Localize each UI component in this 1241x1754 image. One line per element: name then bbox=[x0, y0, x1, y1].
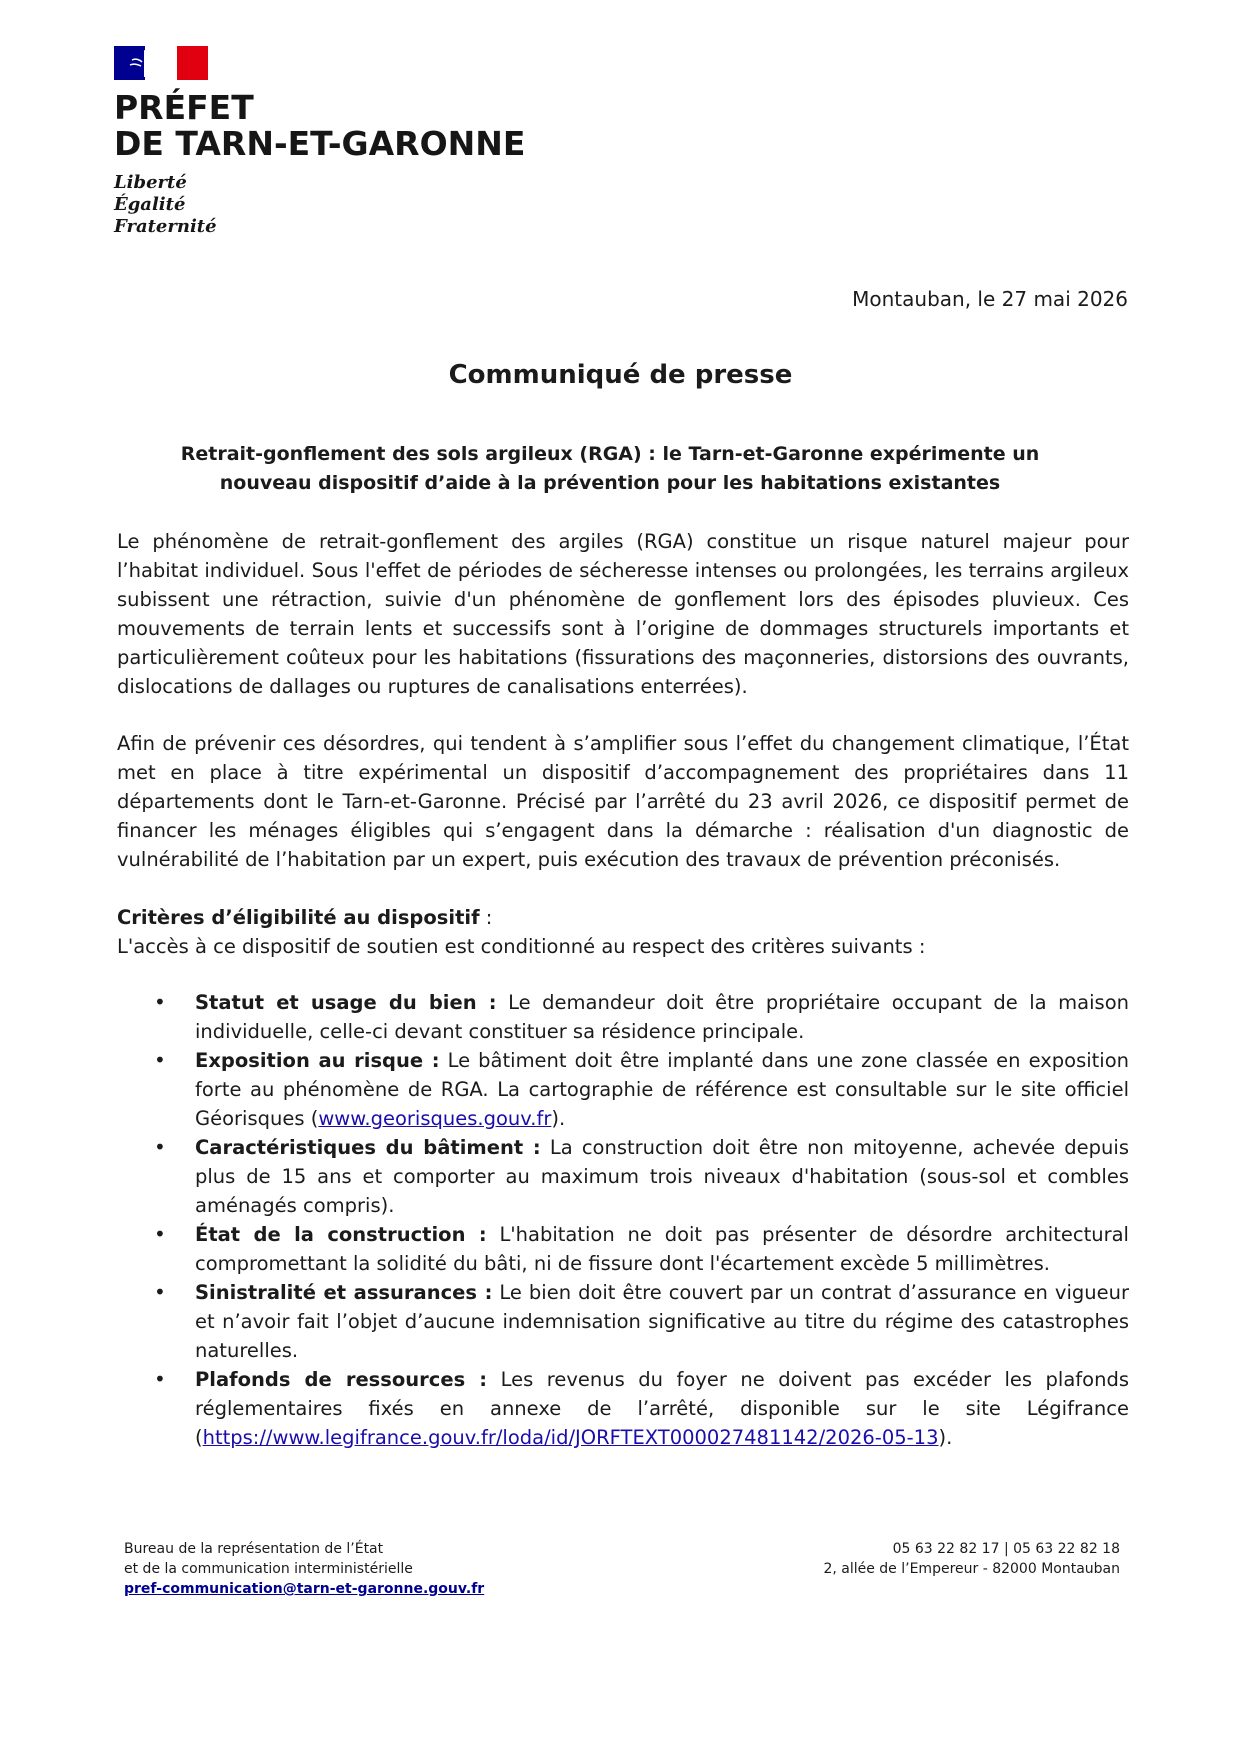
footer-contact-office bbox=[124, 1539, 484, 1599]
criteria-item-label: Statut et usage du bien : bbox=[195, 991, 497, 1014]
paragraph-context: Afin de prévenir ces désordres, qui tendent à s’amplifier sous l’effet du changement climatique, l’État met en place à titre expérimental un dispositif d’accompagnement des propriétaires dans 11 départements dont le Tarn-et-Garonne. Précisé par l’arrêté du 23 avril 2026, ce dispositif permet de financer les ménages éligibles qui s’engagent dans la démarche : réalisation d'un diagnostic de vulnérabilité de l’habitation par un expert, puis exécution des travaux de prévention préconisés. bbox=[117, 732, 1129, 871]
criteria-item-label: Plafonds de ressources : bbox=[195, 1368, 488, 1391]
criteria-item-label: Exposition au risque : bbox=[195, 1049, 440, 1072]
marianne-profile-icon bbox=[114, 46, 208, 80]
bullet-icon: • bbox=[154, 1048, 166, 1072]
criteria-item bbox=[117, 1365, 1129, 1452]
criteria-item bbox=[117, 988, 1129, 1046]
legifrance-link[interactable]: https://www.legifrance.gouv.fr/loda/id/JORFTEXT000027481142/2026-05-13 bbox=[202, 1426, 939, 1449]
footer-contact-details bbox=[823, 1539, 1120, 1579]
motto-liberte: Liberté bbox=[114, 172, 187, 193]
criteria-item-text: L'habitation ne doit pas présenter de désordre architectural compromettant la solidité du bâti, ni de fissure dont l'écartement excède 5 millimètres. bbox=[195, 1223, 1129, 1275]
criteria-intro: L'accès à ce dispositif de soutien est conditionné au respect des critères suivants : bbox=[117, 935, 926, 958]
criteria-item-text: Les revenus du foyer ne doivent pas excéder les plafonds réglementaires fixés en annexe de l’arrêté, disponible sur le site Légifrance ( bbox=[195, 1368, 1129, 1449]
republic-motto bbox=[114, 172, 525, 238]
document-subject: Retrait-gonflement des sols argileux (RGA) : le Tarn-et-Garonne expérimente un nouveau dispositif d’aide à la prévention pour les habitations existantes bbox=[180, 443, 1040, 494]
georisques-link[interactable]: www.georisques.gouv.fr bbox=[318, 1107, 552, 1130]
prefecture-name-line2: DE TARN-ET-GARONNE bbox=[114, 124, 526, 163]
criteria-item-after: ). bbox=[551, 1107, 566, 1130]
footer-address: 2, allée de l’Empereur - 82000 Montauban bbox=[823, 1561, 1120, 1577]
criteria-heading bbox=[117, 903, 1129, 932]
motto-fraternite: Fraternité bbox=[114, 216, 217, 237]
criteria-item-text: Le demandeur doit être propriétaire occupant de la maison individuelle, celle-ci devant constituer sa résidence principale. bbox=[195, 991, 1129, 1043]
criteria-list bbox=[117, 988, 1129, 1452]
document-title: Communiqué de presse bbox=[448, 360, 793, 390]
criteria-item bbox=[117, 1278, 1129, 1365]
republic-flag-icon bbox=[114, 46, 208, 80]
criteria-item-label: État de la construction : bbox=[195, 1223, 487, 1246]
bullet-icon: • bbox=[154, 1135, 166, 1159]
footer-office-line1: Bureau de la représentation de l’État bbox=[124, 1541, 384, 1557]
footer-office-line2: et de la communication interministérielle bbox=[124, 1561, 413, 1577]
paragraph-intro: Le phénomène de retrait-gonflement des argiles (RGA) constitue un risque naturel majeur pour l’habitat individuel. Sous l'effet de périodes de sécheresse intenses ou prolongées, les terrains argileux subissent une rétraction, suivie d'un phénomène de gonflement lors des épisodes pluvieux. Ces mouvements de terrain lents et successifs sont à l’origine de dommages structurels importants et particulièrement coûteux pour les habitations (fissurations des maçonneries, distorsions des ouvrants, dislocations de dallages ou ruptures de canalisations enterrées). bbox=[117, 530, 1129, 698]
criteria-item bbox=[117, 1046, 1129, 1133]
bullet-icon: • bbox=[154, 990, 166, 1014]
criteria-item-label: Caractéristiques du bâtiment : bbox=[195, 1136, 541, 1159]
criteria-heading-label: Critères d’éligibilité au dispositif bbox=[117, 906, 480, 929]
prefecture-name bbox=[114, 90, 525, 162]
criteria-item-label: Sinistralité et assurances : bbox=[195, 1281, 493, 1304]
footer-email-link[interactable]: pref-communication@tarn-et-garonne.gouv.fr bbox=[124, 1581, 485, 1597]
criteria-heading-suffix: : bbox=[479, 906, 493, 929]
criteria-item-text: Le bien doit être couvert par un contrat d’assurance en vigueur et n’avoir fait l’objet d’aucune indemnisation significative au titre du régime des catastrophes naturelles. bbox=[195, 1281, 1129, 1362]
bullet-icon: • bbox=[154, 1280, 166, 1304]
criteria-section-header bbox=[117, 903, 1129, 961]
footer-phones: 05 63 22 82 17 | 05 63 22 82 18 bbox=[892, 1541, 1120, 1557]
criteria-item-text: La construction doit être non mitoyenne, achevée depuis plus de 15 ans et comporter au maximum trois niveaux d'habitation (sous-sol et combles aménagés compris). bbox=[195, 1136, 1129, 1217]
document-date: Montauban, le 27 mai 2026 bbox=[852, 287, 1128, 311]
bullet-icon: • bbox=[154, 1367, 166, 1391]
prefecture-logo bbox=[114, 46, 525, 238]
prefecture-name-line1: PRÉFET bbox=[114, 88, 254, 127]
criteria-item-after: ). bbox=[938, 1426, 953, 1449]
bullet-icon: • bbox=[154, 1222, 166, 1246]
criteria-item bbox=[117, 1133, 1129, 1220]
criteria-item bbox=[117, 1220, 1129, 1278]
criteria-item-text: Le bâtiment doit être implanté dans une zone classée en exposition forte au phénomène de RGA. La cartographie de référence est consultable sur le site officiel Géorisques ( bbox=[195, 1049, 1130, 1130]
motto-egalite: Égalité bbox=[114, 194, 186, 215]
